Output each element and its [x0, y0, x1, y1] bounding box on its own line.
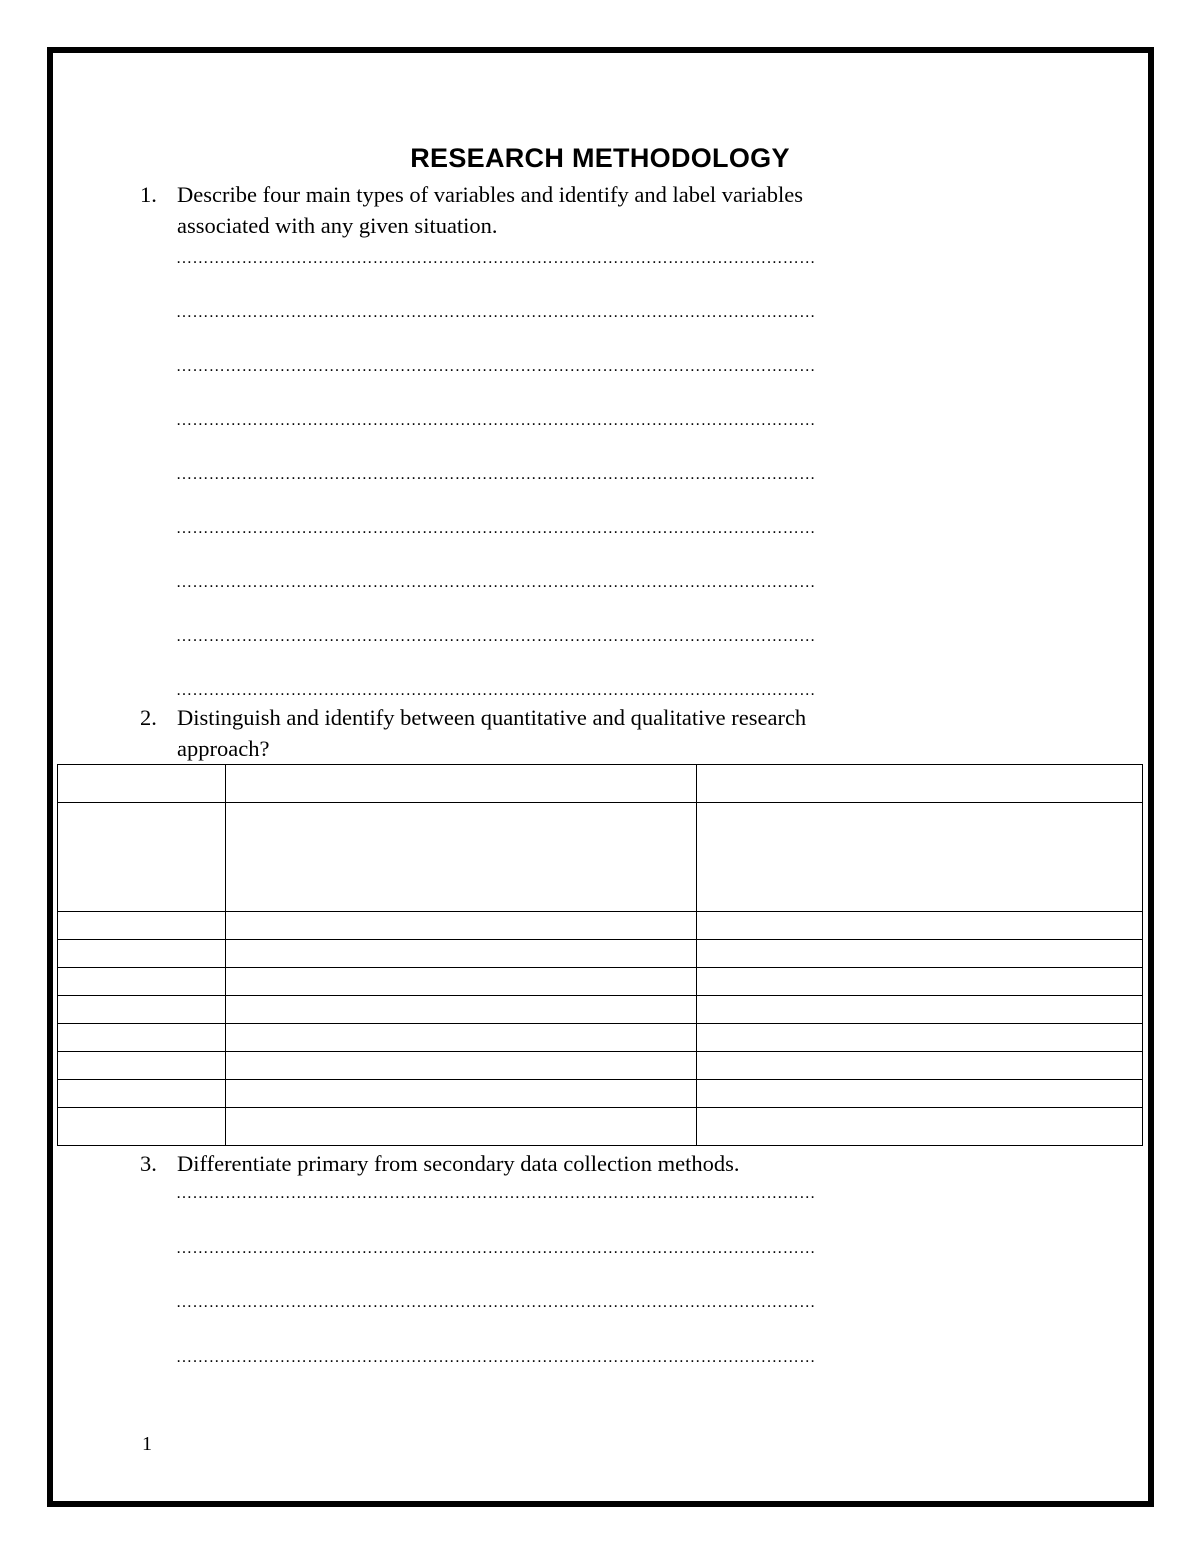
page-number: 1 — [142, 1433, 152, 1455]
question-text-line: Distinguish and identify between quantitative and qualitative research — [177, 705, 807, 730]
answer-line[interactable]: ……………………………………………………………………………………………………… — [176, 250, 816, 267]
table-cell[interactable] — [226, 912, 697, 940]
table-row — [58, 803, 1143, 912]
question-text-line: approach? — [177, 736, 270, 761]
table-cell[interactable] — [697, 1108, 1143, 1146]
answer-line[interactable]: ……………………………………………………………………………………………………… — [176, 682, 816, 699]
table-cell[interactable] — [226, 940, 697, 968]
table-cell[interactable] — [58, 765, 226, 803]
page-title: RESEARCH METHODOLOGY — [410, 143, 790, 173]
table-cell[interactable] — [697, 1052, 1143, 1080]
answer-line[interactable]: ……………………………………………………………………………………………………… — [176, 1240, 816, 1257]
table-cell[interactable] — [226, 1024, 697, 1052]
table-cell[interactable] — [226, 765, 697, 803]
table-cell[interactable] — [226, 1108, 697, 1146]
table-cell[interactable] — [697, 968, 1143, 996]
table-cell[interactable] — [58, 1024, 226, 1052]
table-cell[interactable] — [58, 996, 226, 1024]
answer-line[interactable]: ……………………………………………………………………………………………………… — [176, 304, 816, 321]
answer-line[interactable]: ……………………………………………………………………………………………………… — [176, 466, 816, 483]
question-number: 1. — [140, 182, 157, 207]
answer-line[interactable]: ……………………………………………………………………………………………………… — [176, 628, 816, 645]
table-cell[interactable] — [58, 1080, 226, 1108]
comparison-table — [57, 764, 1143, 1146]
table-row — [58, 765, 1143, 803]
question-number: 2. — [140, 705, 157, 730]
table-row — [58, 1052, 1143, 1080]
table-cell[interactable] — [226, 996, 697, 1024]
table-cell[interactable] — [58, 1052, 226, 1080]
table-row — [58, 940, 1143, 968]
table-cell[interactable] — [58, 968, 226, 996]
answer-line[interactable]: ……………………………………………………………………………………………………… — [176, 1185, 816, 1202]
table-cell[interactable] — [226, 803, 697, 912]
answer-line[interactable]: ……………………………………………………………………………………………………… — [176, 574, 816, 591]
table-cell[interactable] — [58, 912, 226, 940]
table-cell[interactable] — [697, 765, 1143, 803]
table-row — [58, 912, 1143, 940]
table-cell[interactable] — [697, 803, 1143, 912]
table-cell[interactable] — [226, 1080, 697, 1108]
table-row — [58, 968, 1143, 996]
table-cell[interactable] — [697, 912, 1143, 940]
question-number: 3. — [140, 1151, 157, 1176]
question-text-line: Differentiate primary from secondary data collection methods. — [177, 1151, 740, 1176]
question-text-line: associated with any given situation. — [177, 213, 498, 238]
table-cell[interactable] — [58, 803, 226, 912]
table-cell[interactable] — [697, 940, 1143, 968]
table-row — [58, 1080, 1143, 1108]
table-cell[interactable] — [58, 1108, 226, 1146]
table-cell[interactable] — [226, 1052, 697, 1080]
table-row — [58, 1024, 1143, 1052]
table-row — [58, 996, 1143, 1024]
answer-line[interactable]: ……………………………………………………………………………………………………… — [176, 412, 816, 429]
table-cell[interactable] — [58, 940, 226, 968]
answer-line[interactable]: ……………………………………………………………………………………………………… — [176, 1294, 816, 1311]
table-cell[interactable] — [697, 996, 1143, 1024]
answer-line[interactable]: ……………………………………………………………………………………………………… — [176, 358, 816, 375]
question-text-line: Describe four main types of variables and identify and label variables — [177, 182, 804, 207]
table-cell[interactable] — [697, 1080, 1143, 1108]
answer-line[interactable]: ……………………………………………………………………………………………………… — [176, 1349, 816, 1366]
table-row — [58, 1108, 1143, 1146]
table-cell[interactable] — [697, 1024, 1143, 1052]
answer-line[interactable]: ……………………………………………………………………………………………………… — [176, 520, 816, 537]
table-cell[interactable] — [226, 968, 697, 996]
